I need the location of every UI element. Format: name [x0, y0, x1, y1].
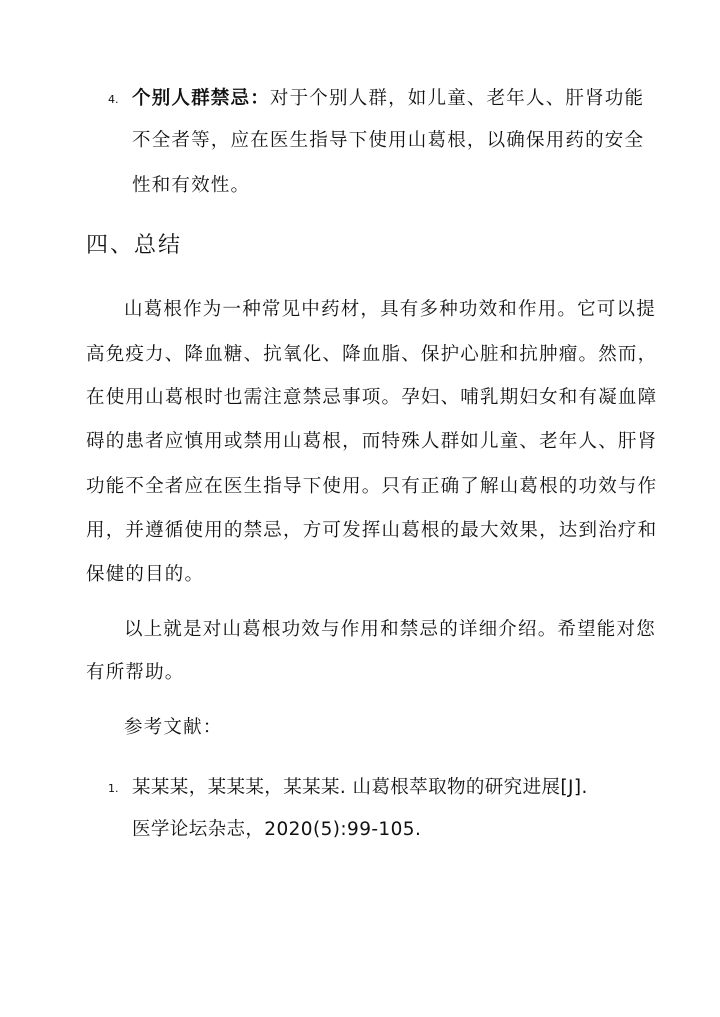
paragraph-line: 用，并遵循使用的禁忌，方可发挥山葛根的最大效果，达到治疗和: [86, 520, 658, 541]
list-item-text: 对于个别人群，如儿童、老年人、肝肾功能: [269, 88, 645, 109]
paragraph-line: 高免疫力、降血糖、抗氧化、降血脂、保护心脏和抗肿瘤。然而，: [86, 344, 658, 365]
list-item-line-1: [132, 87, 644, 111]
paragraph-line: 有所帮助。: [86, 662, 185, 683]
paragraph-line: 在使用山葛根时也需注意禁忌事项。孕妇、哺乳期妇女和有凝血障: [86, 387, 658, 408]
list-marker: 4.: [108, 93, 119, 106]
references-label: 参考文献：: [124, 717, 223, 738]
paragraph-line: 碍的患者应慎用或禁用山葛根，而特殊人群如儿童、老年人、肝肾: [86, 431, 658, 452]
reference-line-2: 医学论坛杂志，2020(5):99-105.: [132, 819, 422, 840]
paragraph-line: 山葛根作为一种常见中药材，具有多种功效和作用。它可以提: [124, 299, 656, 320]
list-item-line-2: 不全者等，应在医生指导下使用山葛根，以确保用药的安全: [132, 130, 645, 151]
paragraph-line: 功能不全者应在医生指导下使用。只有正确了解山葛根的功效与作: [86, 476, 658, 497]
paragraph-line: 以上就是对山葛根功效与作用和禁忌的详细介绍。希望能对您: [124, 619, 656, 640]
section-heading: 四、总结: [86, 233, 183, 258]
paragraph-line: 保健的目的。: [86, 564, 205, 585]
list-item-line-3: 性和有效性。: [132, 175, 251, 196]
list-item-title: 个别人群禁忌：: [132, 88, 270, 109]
reference-line-1: 某某某，某某某，某某某. 山葛根萃取物的研究进展[J].: [132, 777, 588, 798]
reference-marker: 1.: [108, 782, 119, 795]
